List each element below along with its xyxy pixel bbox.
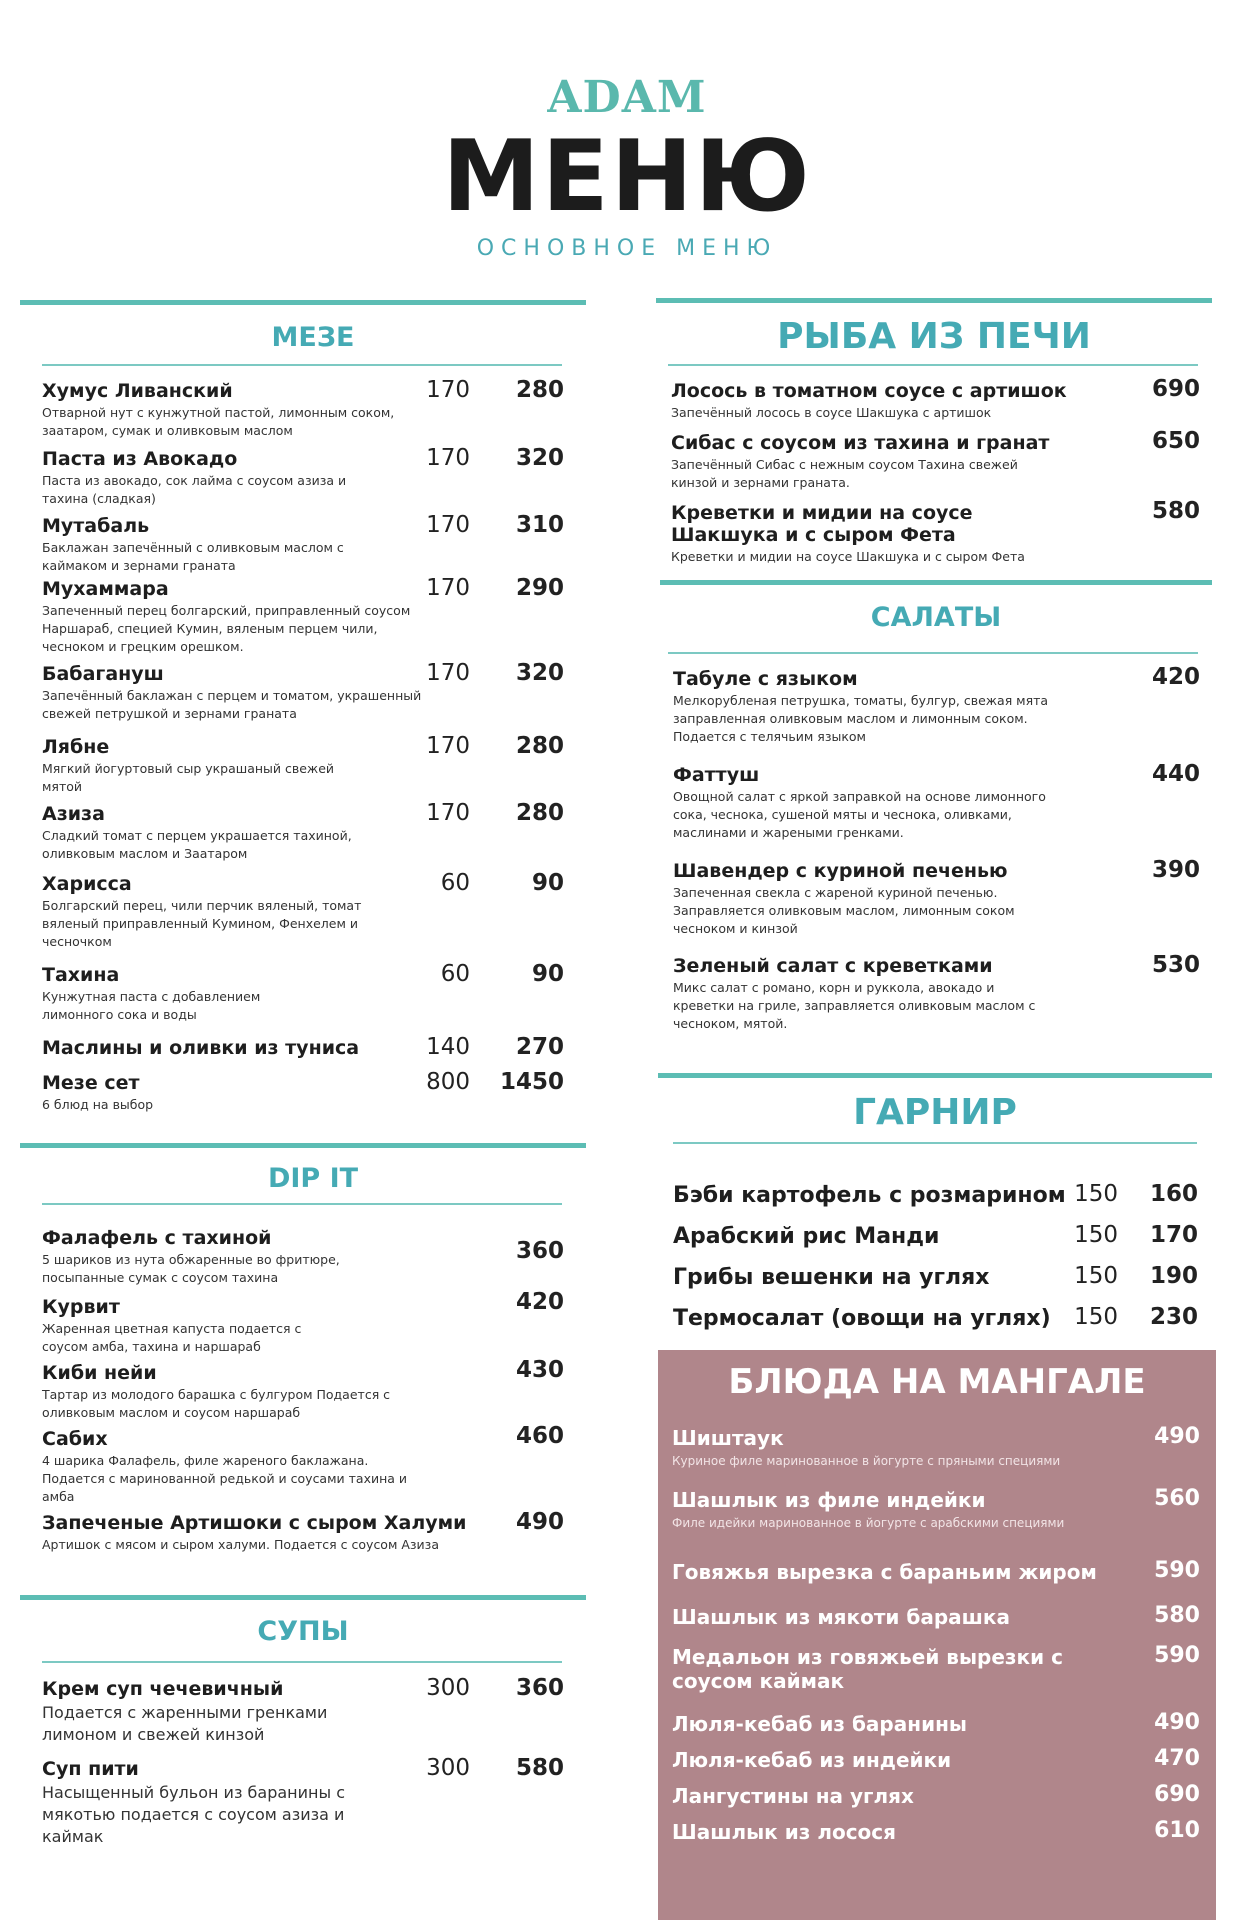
menu-item [673,860,1073,938]
menu-item [42,1678,382,1746]
garnish-underline [673,1142,1197,1144]
menu-item [673,955,1053,1033]
item-name: Азиза [42,803,105,825]
price-small: 170 [426,733,470,759]
price: 490 [1154,1710,1200,1735]
menu-item [42,515,362,575]
menu-item [42,578,412,656]
price-small: 300 [426,1675,470,1701]
item-name: Фалафель с тахиной [42,1227,272,1249]
menu-item [42,1037,402,1059]
price-large: 290 [515,575,564,601]
price: 490 [1154,1424,1200,1449]
soups-underline [42,1661,562,1663]
soups-top-rule [20,1595,586,1600]
menu-item [672,1560,1122,1584]
price-large: 1450 [500,1069,565,1095]
menu-item [42,1072,342,1114]
price-small: 170 [426,377,470,403]
price-large: 190 [1149,1263,1198,1289]
price: 420 [1151,664,1200,690]
menu-item [672,1645,1072,1693]
menu-item [671,502,1091,566]
menu-item [42,964,302,1024]
menu-item [42,803,372,863]
menu-item [672,1712,1122,1736]
item-desc: Подается с жаренными гренками лимоном и свежей кинзой [42,1703,328,1744]
price-small: 170 [426,575,470,601]
price: 610 [1154,1818,1200,1843]
garnish-item-name: Бэби картофель с розмарином [673,1183,1066,1208]
price-large: 320 [515,660,564,686]
item-name: Крем суп чечевичный [42,1678,284,1700]
meze-underline [42,364,562,366]
menu-item [42,380,422,440]
item-name: Медальон из говяжьей вырезки с соусом каймак [672,1645,1063,1693]
item-name: Мухаммара [42,578,169,600]
price-small: 170 [426,445,470,471]
garnish-item-name: Арабский рис Манди [673,1224,940,1249]
item-desc: Жаренная цветная капуста подается с соусом амба, тахина и наршараб [42,1321,302,1354]
item-name: Запеченые Артишоки с сыром Халуми [42,1512,467,1534]
item-name: Креветки и мидии на соусе Шакшука и с сыром Фета [671,502,973,546]
item-name: Хумус Ливанский [42,380,233,402]
salads-top-rule [660,580,1212,585]
item-desc: Креветки и мидии на соусе Шакшука и с сыром Фета [671,549,1025,564]
menu-item [672,1605,1122,1629]
price-small: 150 [1074,1181,1118,1207]
item-name: Люля-кебаб из баранины [672,1712,967,1736]
item-name: Шавендер с куриной печенью [673,860,1008,882]
price-small: 150 [1074,1222,1118,1248]
menu-item [673,764,1073,842]
price-large: 580 [515,1755,564,1781]
price: 690 [1154,1782,1200,1807]
price-large: 90 [531,961,564,987]
menu-item [42,873,382,951]
garnish-heading: ГАРНИР [853,1092,1017,1133]
meze-top-rule [20,300,586,305]
fish-top-rule [656,298,1212,303]
price: 420 [515,1289,564,1315]
item-desc: Овощной салат с яркой заправкой на основе лимонного сока, чеснока, сушеной мяты и чеснока, оливками, маслинами и жареными гренками. [673,789,1046,840]
item-name: Шиштаук [672,1426,784,1450]
menu-item [671,432,1050,492]
salads-heading: САЛАТЫ [870,602,1002,633]
price: 430 [515,1357,564,1383]
item-name: Бабагануш [42,663,164,685]
menu-item [42,1227,402,1287]
price-large: 360 [515,1675,564,1701]
price-small: 170 [426,800,470,826]
menu-item [42,1512,467,1554]
price-large: 320 [515,445,564,471]
page-subtitle: ОСНОВНОЕ МЕНЮ [476,236,778,261]
fish-underline [668,364,1198,366]
price: 690 [1151,376,1200,402]
salads-underline [668,652,1198,654]
garnish-item-name: Грибы вешенки на углях [673,1265,990,1290]
menu-item [672,1488,1142,1532]
item-name: Фаттуш [673,764,760,786]
price: 360 [515,1238,564,1264]
item-name: Лангустины на углях [672,1784,914,1808]
soups-heading: СУПЫ [257,1616,349,1647]
price-large: 310 [515,512,564,538]
item-desc: Насыщенный бульон из баранины с мякотью подается с соусом азиза и каймак [42,1783,346,1846]
item-name: Курвит [42,1296,120,1318]
price: 530 [1151,952,1200,978]
menu-item [42,663,427,723]
price-large: 270 [515,1034,564,1060]
price-small: 170 [426,660,470,686]
item-desc: Куриное филе маринованное в йогурте с пряными специями [672,1454,1061,1468]
price-small: 150 [1074,1304,1118,1330]
menu-item [42,448,362,508]
page-title: МЕНЮ [442,120,812,234]
item-name: Мезе сет [42,1072,140,1094]
menu-item [671,380,1091,422]
item-name: Люля-кебаб из индейки [672,1748,952,1772]
item-name: Табуле с языком [673,668,858,690]
item-name: Сибас с соусом из тахина и гранат [671,432,1050,454]
item-name: Харисса [42,873,132,895]
price-large: 280 [515,377,564,403]
item-name: Суп пити [42,1758,139,1780]
grill-heading: БЛЮДА НА МАНГАЛЕ [728,1362,1146,1402]
price-small: 170 [426,512,470,538]
price-large: 90 [531,870,564,896]
price-small: 300 [426,1755,470,1781]
item-name: Шашлык из филе индейки [672,1488,986,1512]
price: 460 [515,1423,564,1449]
price: 590 [1154,1643,1200,1668]
price-small: 150 [1074,1263,1118,1289]
price: 590 [1154,1558,1200,1583]
menu-item [42,736,342,796]
item-name: Киби нейи [42,1362,157,1384]
item-desc: Филе идейки маринованное в йогурте с арабскими специями [672,1516,1065,1530]
price-small: 60 [440,961,470,987]
item-desc: 5 шариков из нута обжаренные во фритюре, посыпанные сумак с соусом тахина [42,1252,340,1285]
item-name: Сабих [42,1428,108,1450]
brand-logo: ADAM [547,72,707,123]
item-name: Тахина [42,964,120,986]
item-desc: Запечённый баклажан с перцем и томатом, украшенный свежей петрушкой и зернами граната [42,688,422,721]
item-name: Лосось в томатном соусе с артишок [671,380,1067,402]
price-large: 280 [515,800,564,826]
item-desc: Баклажан запечённый с оливковым маслом с каймаком и зернами граната [42,540,344,573]
menu-item [673,668,1093,746]
grill-section [658,1350,1216,1920]
garnish-top-rule [658,1073,1212,1078]
item-desc: Паста из авокадо, сок лайма с соусом азиза и тахина (сладкая) [42,473,347,506]
meze-heading: МЕЗЕ [271,322,355,353]
menu-item [42,1758,382,1848]
price: 390 [1151,857,1200,883]
item-desc: Мелкорубленая петрушка, томаты, булгур, свежая мята заправленная оливковым маслом и лимонным соком. Подается с телячьим языком [673,693,1049,744]
item-desc: Артишок с мясом и сыром халуми. Подается с соусом Азиза [42,1537,439,1552]
price: 490 [515,1509,564,1535]
menu-item [672,1784,1122,1808]
item-name: Шашлык из мякоти барашка [672,1605,1010,1629]
price: 560 [1154,1486,1200,1511]
price: 440 [1151,761,1200,787]
price: 470 [1154,1746,1200,1771]
dip-heading: DIP IT [267,1163,359,1194]
item-desc: 6 блюд на выбор [42,1097,154,1112]
item-name: Мутабаль [42,515,150,537]
item-name: Говяжья вырезка с бараньим жиром [672,1560,1097,1584]
item-desc: Мягкий йогуртовый сыр украшаный свежей мятой [42,761,335,794]
menu-item [42,1362,432,1422]
item-desc: Сладкий томат с перцем украшается тахиной, оливковым маслом и Заатаром [42,828,352,861]
price-large: 280 [515,733,564,759]
item-name: Зеленый салат с креветками [673,955,993,977]
menu-item [672,1426,1142,1470]
item-desc: Запечённый Сибас с нежным соусом Тахина свежей кинзой и зернами граната. [671,457,1018,490]
price-small: 140 [426,1034,470,1060]
item-name: Шашлык из лосося [672,1820,896,1844]
price-large: 170 [1149,1222,1198,1248]
item-name: Маслины и оливки из туниса [42,1037,360,1059]
price: 580 [1154,1603,1200,1628]
price-large: 160 [1149,1181,1198,1207]
item-desc: Болгарский перец, чили перчик вяленый, томат вяленый приправленный Кумином, Фенхелем и чесночком [42,898,362,949]
price-small: 60 [440,870,470,896]
item-name: Лябне [42,736,110,758]
menu-item [42,1296,342,1356]
item-desc: Тартар из молодого барашка с булгуром Подается с оливковым маслом и соусом наршараб [42,1387,391,1420]
item-name: Паста из Авокадо [42,448,238,470]
item-desc: Запеченный перец болгарский, приправленный соусом Наршараб, специей Кумин, вяленым перцем чили, чесноком и грецким орешком. [42,603,411,654]
item-desc: Запечённый лосось в соусе Шакшука с артишок [671,405,992,420]
dip-underline [42,1203,562,1205]
item-desc: Запеченная свекла с жареной куриной печенью. Заправляется оливковым маслом, лимонным соком чесноком и кинзой [673,885,1015,936]
item-desc: Микс салат с романо, корн и руккола, авокадо и креветки на гриле, заправляется оливковым маслом с чесноком, мятой. [673,980,1036,1031]
dip-top-rule [20,1143,586,1148]
item-desc: Отварной нут с кунжутной пастой, лимонным соком, заатаром, сумак и оливковым маслом [42,405,395,438]
price: 650 [1151,428,1200,454]
garnish-item-name: Термосалат (овощи на углях) [673,1306,1051,1331]
menu-item [672,1748,1122,1772]
price-small: 800 [426,1069,470,1095]
price-large: 230 [1149,1304,1198,1330]
menu-item [42,1428,412,1506]
menu-item [672,1820,1122,1844]
fish-heading: РЫБА ИЗ ПЕЧИ [777,316,1091,357]
item-desc: Кунжутная паста с добавлением лимонного сока и воды [42,989,261,1022]
price: 580 [1151,498,1200,524]
item-desc: 4 шарика Фалафель, филе жареного баклажана. Подается с маринованной редькой и соусами тахина и амба [42,1453,408,1504]
